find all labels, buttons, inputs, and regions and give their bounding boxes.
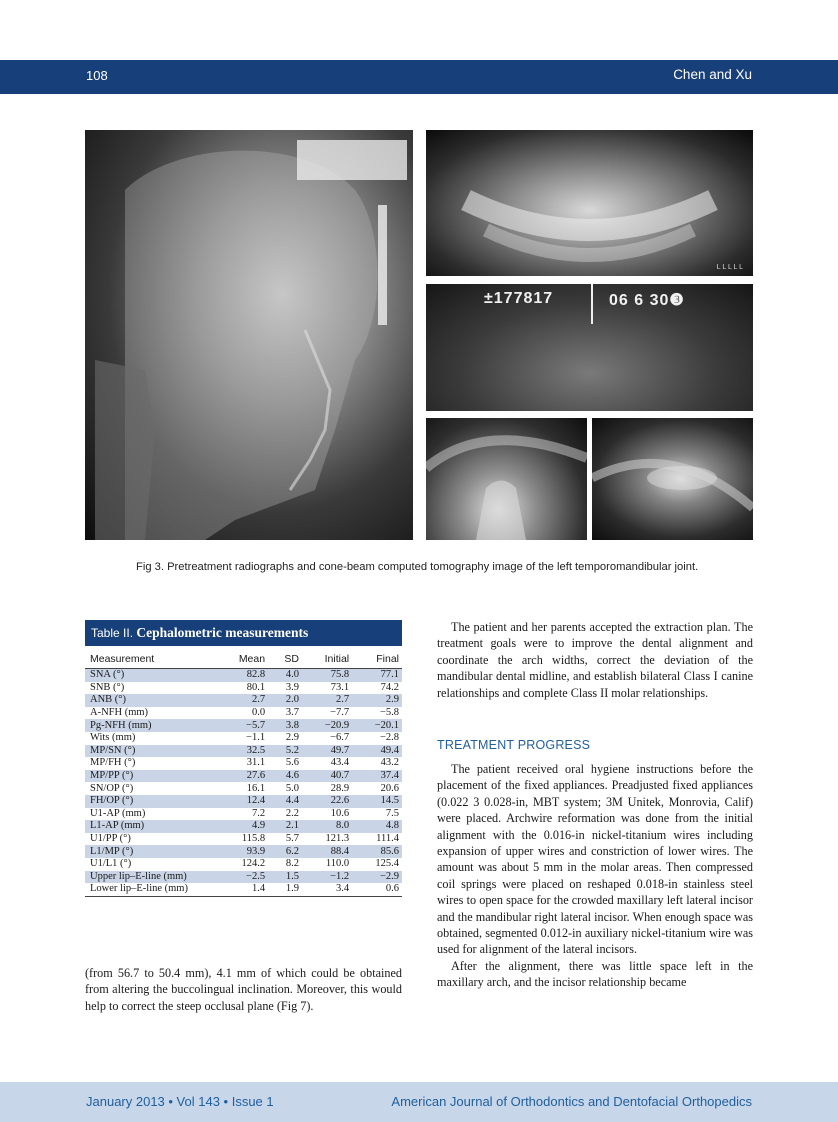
page-footer xyxy=(0,1082,838,1122)
table-row xyxy=(85,682,402,695)
table-row xyxy=(85,845,402,858)
table-row xyxy=(85,745,402,758)
table-title: Cephalometric measurements xyxy=(136,625,309,640)
measurement-cell: Wits (mm) xyxy=(90,732,136,744)
value-cell: 2.1 xyxy=(268,820,302,833)
table-row xyxy=(85,694,402,707)
measurement-cell: MP/SN (°) xyxy=(85,745,215,758)
value-cell: 1.4 xyxy=(215,883,268,896)
column-header: Initial xyxy=(302,650,352,669)
measurement-cell: U1/L1 (°) xyxy=(90,858,132,870)
measurement-cell: ANB (°) xyxy=(85,694,215,707)
value-cell: 2.7 xyxy=(215,694,268,707)
figure-caption: Fig 3. Pretreatment radiographs and cone-beam computed tomography image of the left temporomandibular joint. xyxy=(136,561,699,573)
value-cell: 77.1 xyxy=(352,669,402,682)
value-cell: 4.0 xyxy=(268,669,302,682)
value-cell: 1.5 xyxy=(268,871,302,884)
column-header: Final xyxy=(352,650,402,669)
value-cell: 74.2 xyxy=(380,681,399,693)
table-title-bar xyxy=(85,620,402,646)
value-cell: 3.7 xyxy=(285,707,299,719)
cbct-image xyxy=(426,284,753,411)
value-cell: 49.4 xyxy=(352,745,402,758)
value-cell: 125.4 xyxy=(375,858,399,870)
table-row xyxy=(85,833,402,846)
journal-name: American Journal of Orthodontics and Dentofacial Orthopedics xyxy=(391,1094,752,1109)
value-cell: 6.2 xyxy=(268,845,302,858)
value-cell: 5.6 xyxy=(285,757,299,769)
value-cell: −1.1 xyxy=(246,732,266,744)
measurement-cell: Upper lip–E-line (mm) xyxy=(85,871,215,884)
value-cell: 124.2 xyxy=(241,858,266,870)
measurement-cell: MP/FH (°) xyxy=(90,757,136,769)
value-cell: 27.6 xyxy=(215,770,268,783)
measurement-cell: SNB (°) xyxy=(90,681,125,693)
column-header: SD xyxy=(268,650,302,669)
paragraph: After the alignment, there was little space left in the maxillary arch, and the incisor relationship became xyxy=(437,958,753,990)
value-cell: −2.9 xyxy=(352,871,402,884)
paragraph: The patient and her parents accepted the extraction plan. The treatment goals were to improve the dental alignment and coordinate the arch widths, correct the deviation of the mandibular dental midline, and establish bilateral Class I canine relationships and complete Class II molar relationships. xyxy=(437,620,753,700)
value-cell: 0.0 xyxy=(251,707,266,719)
tmj-coronal-image xyxy=(592,418,753,540)
value-cell: 32.5 xyxy=(215,745,268,758)
measurement-cell: Lower lip–E-line (mm) xyxy=(85,883,215,896)
value-cell: 20.6 xyxy=(380,782,399,794)
value-cell: 2.0 xyxy=(268,694,302,707)
value-cell: −2.8 xyxy=(379,732,399,744)
value-cell: 2.2 xyxy=(285,807,299,819)
value-cell: 111.4 xyxy=(376,833,399,845)
table-row xyxy=(85,782,402,795)
column-header: Measurement xyxy=(85,650,215,669)
table-row xyxy=(85,808,402,821)
value-cell: 80.1 xyxy=(246,681,266,693)
value-cell: 5.2 xyxy=(268,745,302,758)
table-label: Table II. xyxy=(91,626,134,640)
table-row xyxy=(85,707,402,720)
table-header-row xyxy=(85,650,402,669)
cephalometric-table xyxy=(85,650,402,897)
value-cell: 3.4 xyxy=(302,883,352,896)
measurement-cell: Pg-NFH (mm) xyxy=(85,719,215,732)
table-row xyxy=(85,757,402,770)
value-cell: 110.0 xyxy=(325,858,350,870)
value-cell: 49.7 xyxy=(302,745,352,758)
table-row xyxy=(85,770,402,783)
value-cell: 31.1 xyxy=(246,757,266,769)
value-cell: 1.9 xyxy=(268,883,302,896)
value-cell: 115.8 xyxy=(241,833,266,845)
value-cell: 10.6 xyxy=(330,807,350,819)
value-cell: 3.9 xyxy=(285,681,299,693)
value-cell: 3.8 xyxy=(268,719,302,732)
measurement-cell: L1-AP (mm) xyxy=(85,820,215,833)
lateral-cephalogram-image xyxy=(85,130,413,540)
measurement-cell: U1/PP (°) xyxy=(90,833,131,845)
value-cell: 93.9 xyxy=(215,845,268,858)
table-row xyxy=(85,820,402,833)
measurement-cell: L1/MP (°) xyxy=(85,845,215,858)
value-cell: 43.4 xyxy=(330,757,350,769)
measurement-cell: SNA (°) xyxy=(85,669,215,682)
value-cell: 28.9 xyxy=(330,782,350,794)
value-cell: −7.7 xyxy=(330,707,350,719)
value-cell: 4.9 xyxy=(215,820,268,833)
panoramic-radiograph-image xyxy=(426,130,753,276)
value-cell: 16.1 xyxy=(246,782,266,794)
value-cell: 4.8 xyxy=(352,820,402,833)
value-cell: 14.5 xyxy=(352,795,402,808)
table-row xyxy=(85,871,402,884)
value-cell: −6.7 xyxy=(330,732,350,744)
value-cell: 8.2 xyxy=(285,858,299,870)
table-row xyxy=(85,858,402,871)
issue-info: January 2013 • Vol 143 • Issue 1 xyxy=(86,1094,274,1109)
page-number: 108 xyxy=(86,68,108,83)
panoramic-marker: L L L L L xyxy=(716,264,743,271)
value-cell: 7.2 xyxy=(251,807,266,819)
value-cell: 43.2 xyxy=(380,757,399,769)
value-cell: −2.5 xyxy=(215,871,268,884)
value-cell: 37.4 xyxy=(352,770,402,783)
tmj-sagittal-image xyxy=(426,418,587,540)
cbct-id-label: ±177817 xyxy=(484,290,554,307)
measurement-cell: U1-AP (mm) xyxy=(90,807,146,819)
value-cell: 2.9 xyxy=(352,694,402,707)
value-cell: 75.8 xyxy=(302,669,352,682)
value-cell: 12.4 xyxy=(215,795,268,808)
value-cell: 2.7 xyxy=(302,694,352,707)
table-row xyxy=(85,883,402,896)
right-column-intro xyxy=(437,619,753,701)
value-cell: 22.6 xyxy=(302,795,352,808)
value-cell: 121.3 xyxy=(325,833,350,845)
right-column-body xyxy=(437,761,753,991)
value-cell: −5.8 xyxy=(379,707,399,719)
column-header: Mean xyxy=(215,650,268,669)
paragraph: The patient received oral hygiene instructions before the placement of the fixed appliances. Preadjusted fixed appliances (0.022 3 0.028-in, MBT system; 3M Unitek, Monrovia, Calif) were placed. Archwire reformation was done from the initial alignment with the 0.016-in nickel-titanium wires including expansion of upper wires and constriction of lower wires. The amount was about 5 mm in the molar areas. Then compressed coil springs were placed on reshaped 0.018-in stainless steel wires to open space for the crowded maxillary left lateral incisor and the mandibular right lateral incisor. When enough space was obtained, segmented 0.012-in auxiliary nickel-titanium wire was used for alignment of the lateral incisors. xyxy=(437,762,753,957)
left-column-text xyxy=(85,965,402,1014)
value-cell: 88.4 xyxy=(302,845,352,858)
table-row xyxy=(85,669,402,682)
value-cell: 82.8 xyxy=(215,669,268,682)
value-cell: 73.1 xyxy=(330,681,350,693)
value-cell: 7.5 xyxy=(385,807,399,819)
value-cell: 4.6 xyxy=(268,770,302,783)
value-cell: 2.9 xyxy=(285,732,299,744)
table-row xyxy=(85,719,402,732)
measurement-cell: A-NFH (mm) xyxy=(90,707,149,719)
value-cell: 8.0 xyxy=(302,820,352,833)
value-cell: 5.0 xyxy=(285,782,299,794)
value-cell: −5.7 xyxy=(215,719,268,732)
value-cell: −20.1 xyxy=(352,719,402,732)
value-cell: −1.2 xyxy=(302,871,352,884)
value-cell: 85.6 xyxy=(352,845,402,858)
value-cell: 40.7 xyxy=(302,770,352,783)
measurement-cell: MP/PP (°) xyxy=(85,770,215,783)
table-row xyxy=(85,795,402,808)
paragraph: (from 56.7 to 50.4 mm), 4.1 mm of which could be obtained from altering the buccolingual inclination. Moreover, this would help to correct the steep occlusal plane (Fig 7). xyxy=(85,966,402,1013)
cbct-date-label: 06 6 30❸ xyxy=(609,292,685,309)
value-cell: 0.6 xyxy=(352,883,402,896)
table-row xyxy=(85,732,402,745)
running-authors: Chen and Xu xyxy=(673,67,752,82)
measurement-cell: SN/OP (°) xyxy=(90,782,134,794)
value-cell: 5.7 xyxy=(285,833,299,845)
measurement-cell: FH/OP (°) xyxy=(85,795,215,808)
value-cell: 4.4 xyxy=(268,795,302,808)
value-cell: −20.9 xyxy=(302,719,352,732)
page-header xyxy=(0,60,838,94)
section-heading: TREATMENT PROGRESS xyxy=(437,738,591,752)
